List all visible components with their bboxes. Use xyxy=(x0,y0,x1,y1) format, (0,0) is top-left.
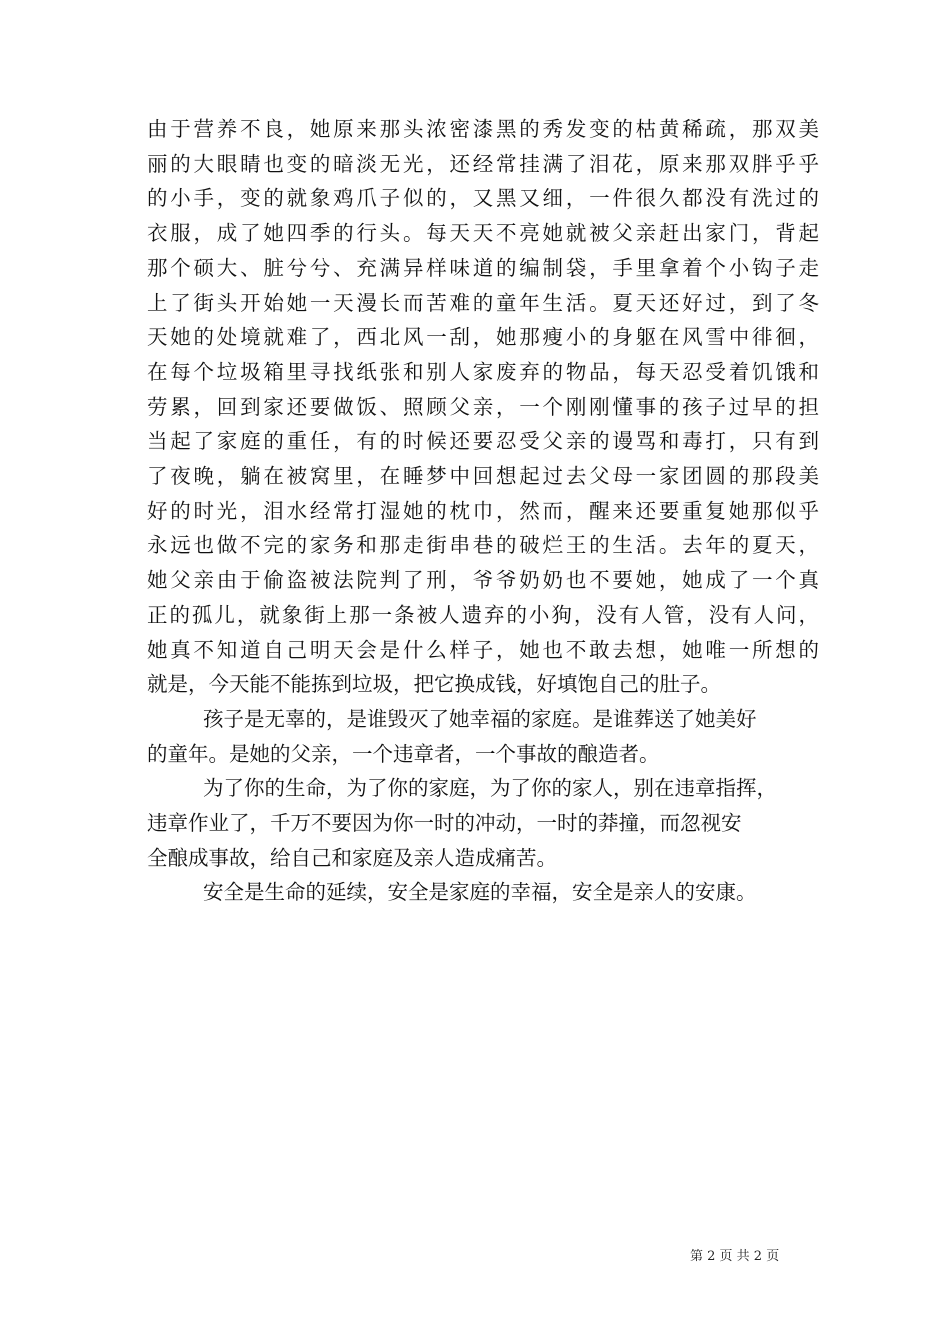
text-line: 衣服，成了她四季的行头。每天天不亮她就被父亲赶出家门，背起 xyxy=(147,221,819,246)
text-line: 违章作业了，千万不要因为你一时的冲动，一时的莽撞，而忽视安 xyxy=(147,811,742,836)
paragraph-2 xyxy=(147,702,819,771)
text-line: 上了街头开始她一天漫长而苦难的童年生活。夏天还好过，到了冬 xyxy=(147,290,819,315)
text-line: 就是，今天能不能拣到垃圾，把它换成钱，好填饱自己的肚子。 xyxy=(147,672,721,697)
text-line: 那个硕大、脏兮兮、充满异样味道的编制袋，手里拿着个小钩子走 xyxy=(147,255,819,280)
text-line: 为了你的生命，为了你的家庭，为了你的家人，别在违章指挥， xyxy=(203,776,777,801)
text-line: 了夜晚，躺在被窝里，在睡梦中回想起过去父母一家团圆的那段美 xyxy=(147,464,819,489)
text-line: 她父亲由于偷盗被法院判了刑，爷爷奶奶也不要她，她成了一个真 xyxy=(147,568,819,593)
text-line: 劳累，回到家还要做饭、照顾父亲，一个刚刚懂事的孩子过早的担 xyxy=(147,394,819,419)
paragraph-4 xyxy=(147,875,819,910)
text-line: 好的时光，泪水经常打湿她的枕巾，然而，醒来还要重复她那似乎 xyxy=(147,498,819,523)
text-line: 的童年。是她的父亲，一个违章者，一个事故的酿造者。 xyxy=(147,741,660,766)
text-line: 安全是生命的延续，安全是家庭的幸福，安全是亲人的安康。 xyxy=(203,880,757,905)
text-line: 她真不知道自己明天会是什么样子，她也不敢去想，她唯一所想的 xyxy=(147,637,819,662)
text-line: 丽的大眼睛也变的暗淡无光，还经常挂满了泪花，原来那双胖乎乎 xyxy=(147,151,819,176)
text-line: 正的孤儿，就象街上那一条被人遗弃的小狗，没有人管，没有人问， xyxy=(147,602,819,627)
paragraph-3 xyxy=(147,771,819,875)
text-line: 永远也做不完的家务和那走街串巷的破烂王的生活。去年的夏天， xyxy=(147,533,819,558)
document-body xyxy=(147,112,819,910)
page-number-footer: 第 2 页 共 2 页 xyxy=(690,1249,780,1264)
paragraph-1 xyxy=(147,112,819,702)
text-line: 孩子是无辜的，是谁毁灭了她幸福的家庭。是谁葬送了她美好 xyxy=(203,706,757,731)
text-line: 当起了家庭的重任，有的时候还要忍受父亲的谩骂和毒打，只有到 xyxy=(147,429,819,454)
text-line: 全酿成事故，给自己和家庭及亲人造成痛苦。 xyxy=(147,845,557,870)
text-line: 在每个垃圾箱里寻找纸张和别人家废弃的物品，每天忍受着饥饿和 xyxy=(147,359,819,384)
text-line: 的小手，变的就象鸡爪子似的，又黑又细，一件很久都没有洗过的 xyxy=(147,186,819,211)
text-line: 天她的处境就难了，西北风一刮，她那瘦小的身躯在风雪中徘徊， xyxy=(147,325,819,350)
text-line: 由于营养不良，她原来那头浓密漆黑的秀发变的枯黄稀疏，那双美 xyxy=(147,117,819,141)
